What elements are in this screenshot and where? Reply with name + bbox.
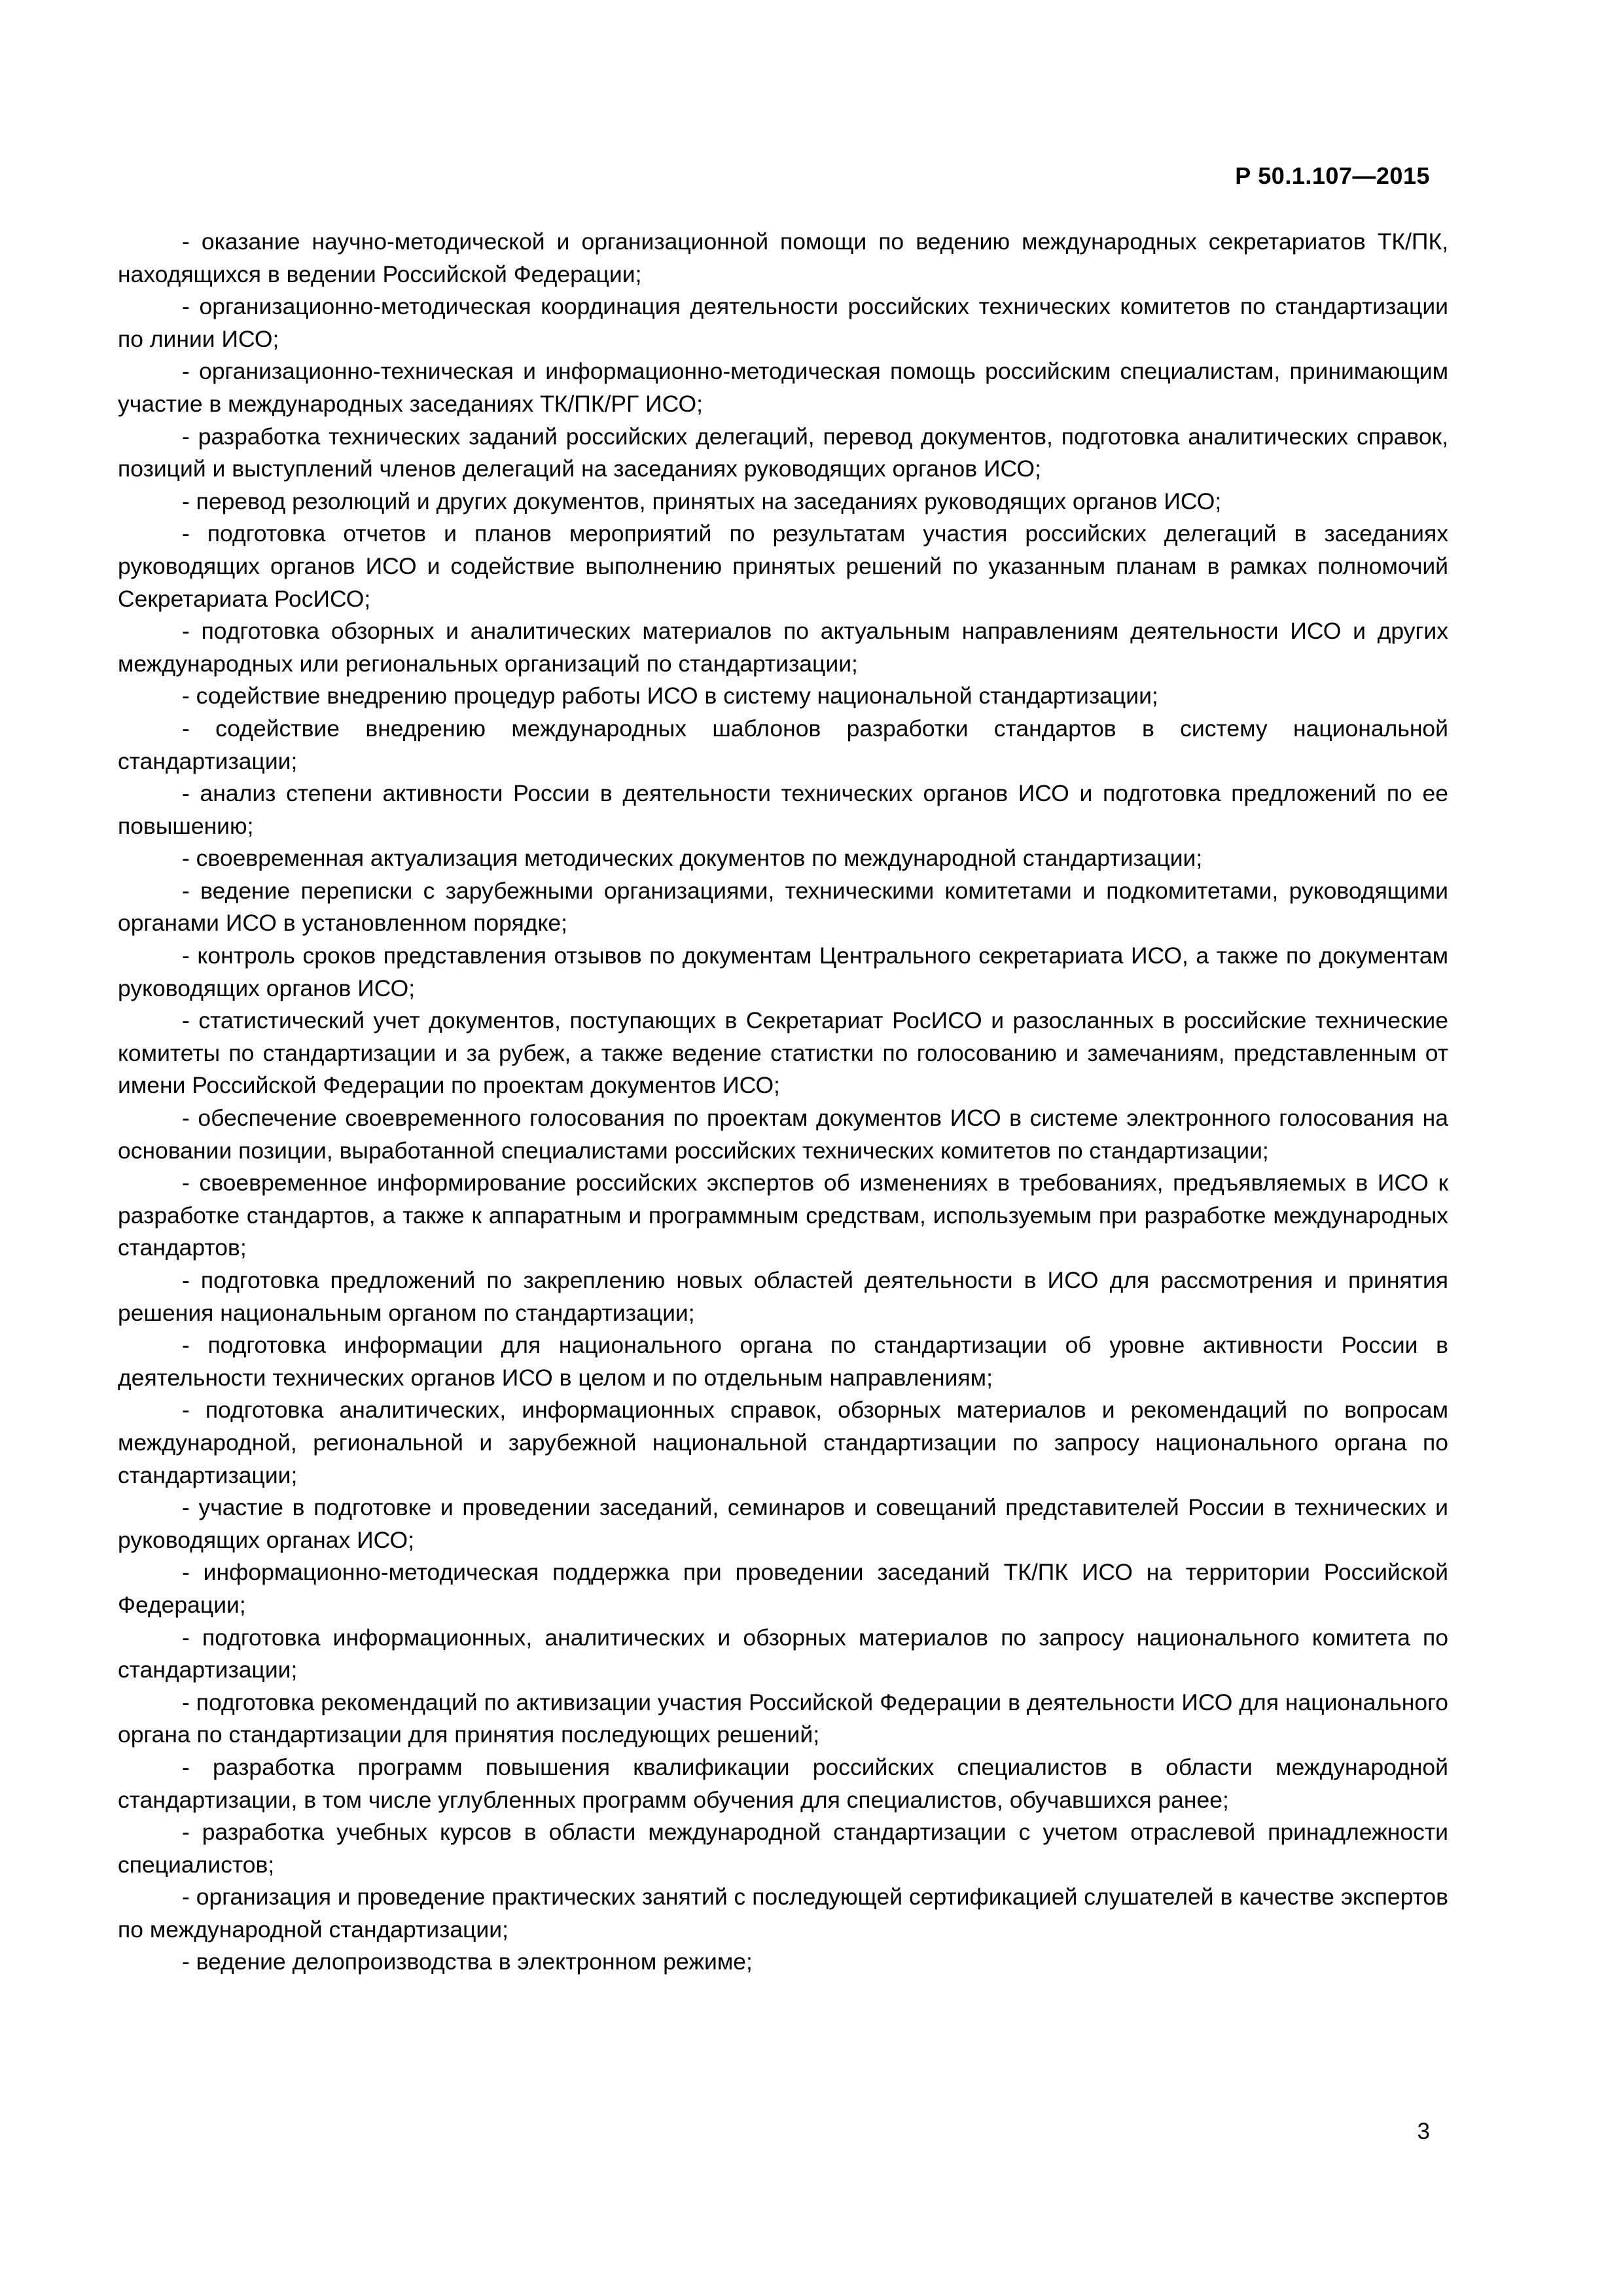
list-item: - разработка программ повышения квалификации российских специалистов в области международной стандартизации, в том числе углубленных программ обучения для специалистов, обучавшихся ранее; <box>118 1753 1448 1813</box>
list-item: - разработка учебных курсов в области международной стандартизации с учетом отраслевой принадлежности специалистов; <box>118 1819 1448 1878</box>
duties-list <box>118 226 1448 1979</box>
document-code: Р 50.1.107—2015 <box>1235 162 1430 189</box>
list-item: - подготовка обзорных и аналитических материалов по актуальным направлениям деятельности ИСО и других международных или региональных организаций по стандартизации; <box>118 618 1448 677</box>
list-item: - подготовка информационных, аналитических и обзорных материалов по запросу национального комитета по стандартизации; <box>118 1624 1448 1683</box>
list-item: - ведение переписки с зарубежными организациями, техническими комитетами и подкомитетами, руководящими органами ИСО в установленном порядке; <box>118 877 1448 937</box>
list-item: - подготовка аналитических, информационных справок, обзорных материалов и рекомендаций по вопросам международной, региональной и зарубежной национальной стандартизации по запросу национального органа по стандартизации; <box>118 1397 1448 1488</box>
list-item: - организационно-методическая координация деятельности российских технических комитетов по стандартизации по линии ИСО; <box>118 293 1448 352</box>
list-item: - организационно-техническая и информационно-методическая помощь российским специалистам, принимающим участие в международных заседаниях ТК/ПК/РГ ИСО; <box>118 358 1448 417</box>
list-item: - контроль сроков представления отзывов по документам Центрального секретариата ИСО, а также по документам руководящих органов ИСО; <box>118 942 1448 1001</box>
list-item: - подготовка рекомендаций по активизации участия Российской Федерации в деятельности ИСО для национального органа по стандартизации для принятия последующих решений; <box>118 1689 1448 1748</box>
list-item: - подготовка предложений по закреплению новых областей деятельности в ИСО для рассмотрения и принятия решения национальным органом по стандартизации; <box>118 1267 1448 1326</box>
list-item: - подготовка информации для национального органа по стандартизации об уровне активности России в деятельности технических органов ИСО в целом и по отдельным направлениям; <box>118 1332 1448 1391</box>
list-item: - подготовка отчетов и планов мероприятий по результатам участия российских делегаций в заседаниях руководящих органов ИСО и содействие выполнению принятых решений по указанным планам в рамках полномочий Секретариата РосИСО; <box>118 520 1448 612</box>
list-item: - своевременная актуализация методических документов по международной стандартизации; <box>182 845 1203 872</box>
list-item: - статистический учет документов, поступающих в Секретариат РосИСО и разосланных в российские технические комитеты по стандартизации и за рубеж, а также ведение статистки по голосованию и замечаниям, представленным от имени Российской Федерации по проектам документов ИСО; <box>118 1007 1448 1099</box>
list-item: - перевод резолюций и других документов, принятых на заседаниях руководящих органов ИСО; <box>182 488 1222 514</box>
list-item: - оказание научно-методической и организационной помощи по ведению международных секретариатов ТК/ПК, находящихся в ведении Российской Федерации; <box>118 228 1448 287</box>
list-item: - своевременное информирование российских экспертов об изменениях в требованиях, предъявляемых в ИСО к разработке стандартов, а также к аппаратным и программным средствам, используемым при разработке международных стандартов; <box>118 1170 1448 1261</box>
list-item: - обеспечение своевременного голосования по проектам документов ИСО в системе электронного голосования на основании позиции, выработанной специалистами российских технических комитетов по стандартизации; <box>118 1105 1448 1164</box>
list-item: - организация и проведение практических занятий с последующей сертификацией слушателей в качестве экспертов по международной стандартизации; <box>118 1884 1448 1943</box>
list-item: - содействие внедрению международных шаблонов разработки стандартов в систему национальной стандартизации; <box>118 715 1448 774</box>
page-number: 3 <box>1417 2119 1430 2144</box>
list-item: - участие в подготовке и проведении заседаний, семинаров и совещаний представителей России в технических и руководящих органах ИСО; <box>118 1494 1448 1553</box>
list-item: - содействие внедрению процедур работы ИСО в систему национальной стандартизации; <box>182 683 1158 709</box>
list-item: - информационно-методическая поддержка при проведении заседаний ТК/ПК ИСО на территории Российской Федерации; <box>118 1559 1448 1618</box>
list-item: - разработка технических заданий российских делегаций, перевод документов, подготовка аналитических справок, позиций и выступлений членов делегаций на заседаниях руководящих органов ИСО; <box>118 423 1448 482</box>
list-item: - ведение делопроизводства в электронном режиме; <box>182 1948 753 1975</box>
list-item: - анализ степени активности России в деятельности технических органов ИСО и подготовка предложений по ее повышению; <box>118 780 1448 839</box>
